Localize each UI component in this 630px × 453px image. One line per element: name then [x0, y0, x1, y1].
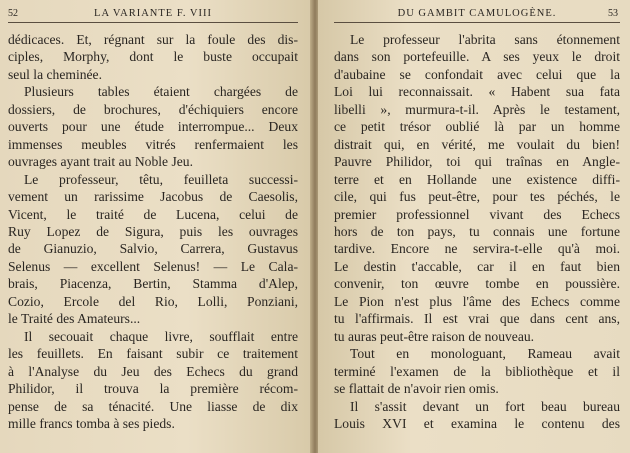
text-line: tardive. Encore ne servira-t-elle qu'à moi. [334, 241, 620, 257]
text-line: Vicent, le traité de Lucena, celui de [8, 206, 298, 222]
text-line: ce petit trésor oublié là par un homme [334, 119, 620, 135]
text-line: convenir, ton œuvre tombe en poussière. [334, 276, 620, 292]
text-line: brais, Piacenza, Bertin, Stamma d'Alep, [8, 276, 298, 292]
text-line: libelli », murmura-t-il. Après le testament, [334, 101, 620, 117]
text-line: ouverts pour une étude interrompue... Deux [8, 119, 298, 135]
text-line: Plusieurs tables étaient chargées de [24, 84, 298, 100]
text-line: Selenus — excellent Selenus! — Le Cala- [8, 258, 298, 274]
text-line: le Traité des Amateurs... [8, 311, 141, 327]
right-page-header [334, 6, 620, 23]
left-page-text [8, 31, 298, 432]
text-line: terminé l'examen de la bibliothèque et il [334, 363, 620, 379]
right-page [318, 0, 630, 453]
text-line: distrait qui, en vérité, me voulait du bien! [334, 136, 620, 152]
text-line: terre et en Hollande une existence diffi- [334, 171, 620, 187]
text-line: Le destin t'accable, car il en faut bien [334, 258, 620, 274]
text-line: se flattait de n'avoir rien omis. [334, 381, 499, 397]
text-line: Louis XVI et examina le contenu des [334, 415, 620, 431]
text-line: ouvrages ayant trait au Noble Jeu. [8, 154, 193, 170]
text-line: Tout en monologuant, Rameau avait [350, 346, 620, 362]
text-line: hors de ton pays, tu connais une fortune [334, 223, 620, 239]
text-line: vement un rarissime Jacobus de Caesolis, [8, 189, 298, 205]
text-line: Il secouait chaque livre, soufflait entre [24, 328, 298, 344]
left-page-header [8, 6, 298, 23]
text-line: les feuillets. En faisant subir ce traitement [8, 346, 298, 362]
right-running-head: DU GAMBIT CAMULOGÈNE. [397, 8, 557, 19]
text-line: dans son portefeuille. A ses yeux le droit [334, 49, 620, 65]
text-line: Pauvre Philidor, toi qui traînas en Angle- [334, 154, 620, 170]
text-line: Ruy Lopez de Sigura, puis les ouvrages [8, 223, 298, 239]
right-page-text [334, 31, 620, 432]
text-line: de Gianuzio, Salvio, Carrera, Gustavus [8, 241, 298, 257]
text-line: cile, qui fus peut-être, pour tes péchés, le [334, 189, 620, 205]
text-line: à l'Analyse du Jeu des Echecs du grand [8, 363, 298, 379]
text-line: tu auras peut-être raison de nouveau. [334, 328, 535, 344]
text-line: Philidor, il trouva la première récom- [8, 381, 298, 397]
left-page [0, 0, 312, 453]
text-line: ciples, Morphy, dont le buste occupait [8, 49, 298, 65]
text-line: pense de sa ténacité. Une liasse de dix [8, 398, 298, 414]
text-line: Il s'assit devant un fort beau bureau [350, 398, 620, 414]
text-line: mille francs tomba à ses pieds. [8, 415, 175, 431]
text-line: dossiers, de brochures, d'échiquiers encore [8, 101, 298, 117]
text-line: seul la cheminée. [8, 66, 102, 82]
text-line: Le professeur l'abrita sans étonnement [350, 32, 620, 47]
right-page-number: 53 [608, 8, 618, 19]
text-line: premier professionnel vivant des Echecs [334, 206, 620, 222]
left-running-head: LA VARIANTE F. VIII [94, 8, 212, 19]
text-line: d'aubaine se confondait avec celui que la [334, 66, 620, 82]
text-line: Cozio, Ercole del Rio, Lolli, Ponziani, [8, 293, 298, 309]
text-line: Le Pion n'est plus l'âme des Echecs comme [334, 293, 620, 309]
text-line: Loi lui reconnaissait. « Habent sua fata [334, 84, 620, 100]
text-line: tu l'affirmais. Il est vrai que dans cent ans, [334, 311, 620, 327]
text-line: immenses meubles vitrés renfermaient les [8, 136, 298, 152]
left-page-number: 52 [8, 8, 18, 19]
text-line: dédicaces. Et, régnant sur la foule des dis- [8, 32, 298, 47]
text-line: Le professeur, têtu, feuilleta successi- [24, 171, 298, 187]
